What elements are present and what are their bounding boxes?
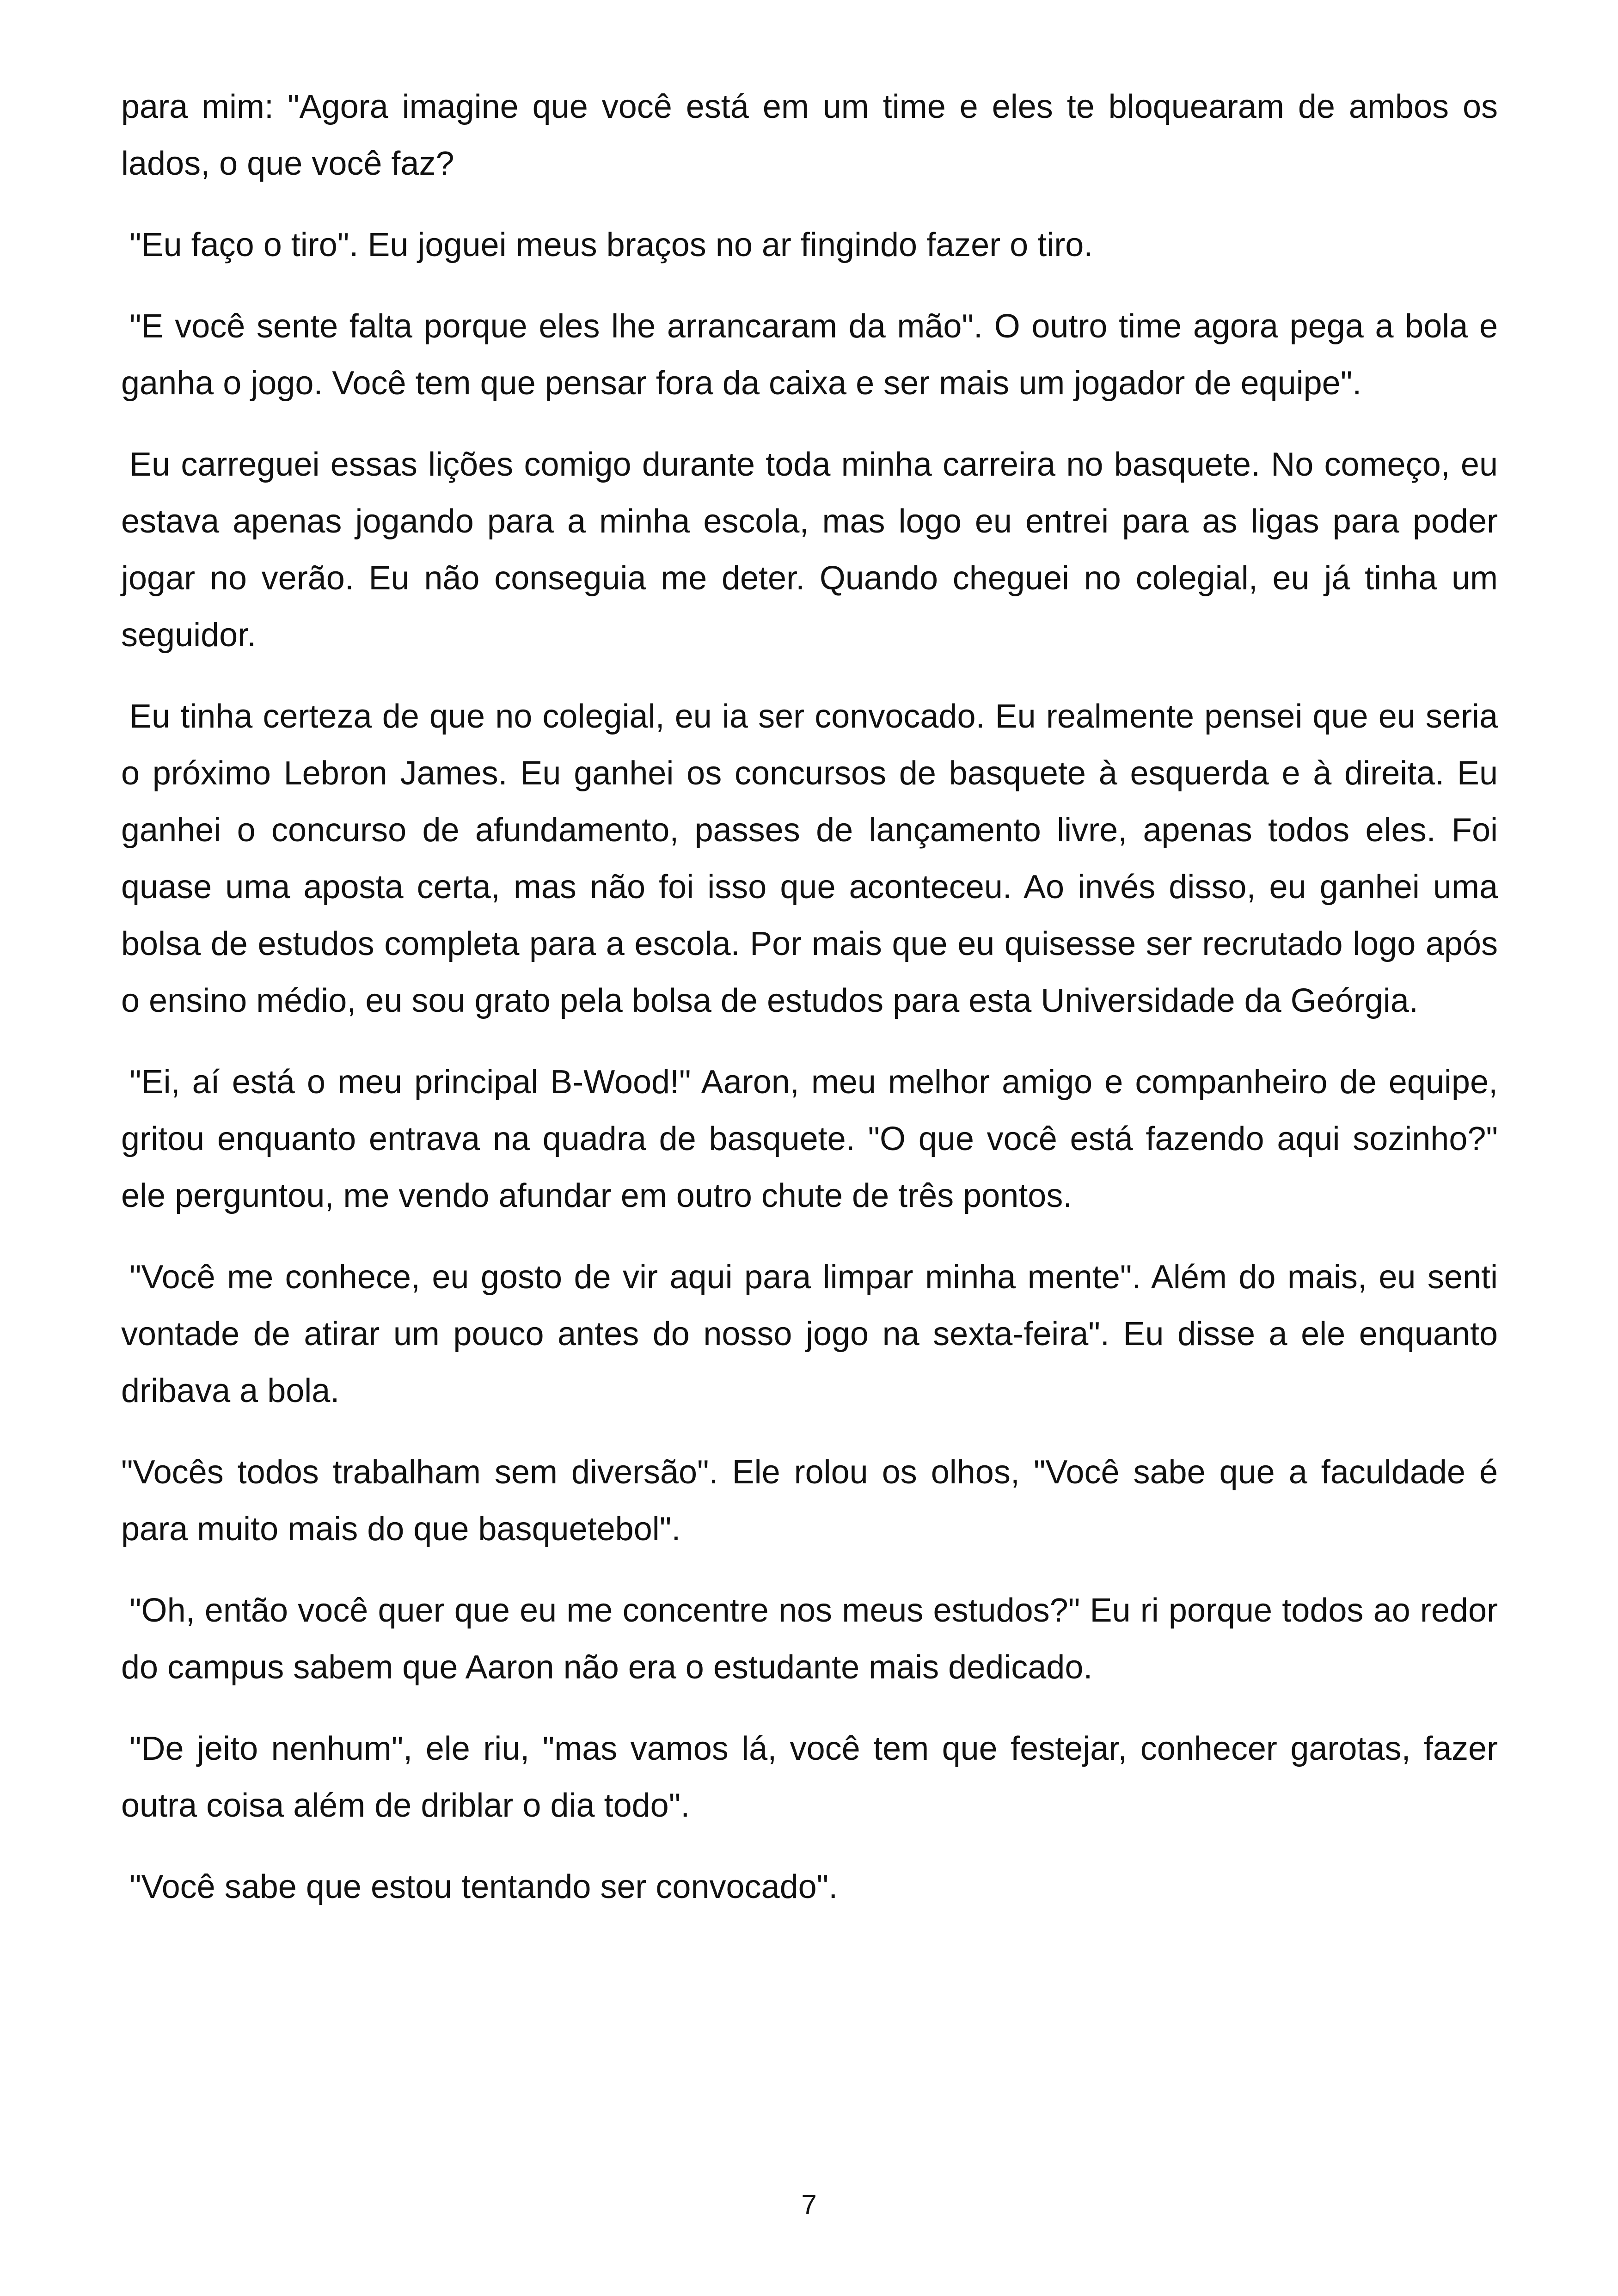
paragraph-4: Eu carreguei essas lições comigo durante toda minha carreira no basquete. No começo, eu estava apenas jogando para a minha escola, mas logo eu entrei para as ligas para poder jogar no verão. Eu não conseguia me deter. Quando cheguei no colegial, eu já tinha um seguidor. xyxy=(121,446,1498,654)
paragraph-5: Eu tinha certeza de que no colegial, eu ia ser convocado. Eu realmente pensei que eu seria o próximo Lebron James. Eu ganhei os concursos de basquete à esquerda e à direita. Eu ganhei o concurso de afundamento, passes de lançamento livre, apenas todos eles. Foi quase uma aposta certa, mas não foi isso que aconteceu. Ao invés disso, eu ganhei uma bolsa de estudos completa para a escola. Por mais que eu quisesse ser recrutado logo após o ensino médio, eu sou grato pela bolsa de estudos para esta Universidade da Geórgia. xyxy=(121,698,1498,1019)
paragraph-6: "Ei, aí está o meu principal B-Wood!" Aaron, meu melhor amigo e companheiro de equipe, gritou enquanto entrava na quadra de basquete. "O que você está fazendo aqui sozinho?" ele perguntou, me vendo afundar em outro chute de três pontos. xyxy=(121,1064,1498,1214)
body-text xyxy=(121,79,1498,1940)
paragraph-7: "Você me conhece, eu gosto de vir aqui para limpar minha mente". Além do mais, eu senti vontade de atirar um pouco antes do nosso jogo na sexta-feira". Eu disse a ele enquanto dribava a bola. xyxy=(121,1259,1498,1409)
paragraph-8: "Vocês todos trabalham sem diversão". Ele rolou os olhos, "Você sabe que a faculdade é para muito mais do que basquetebol". xyxy=(121,1454,1498,1548)
paragraph-10: "De jeito nenhum", ele riu, "mas vamos lá, você tem que festejar, conhecer garotas, fazer outra coisa além de driblar o dia todo". xyxy=(121,1730,1498,1824)
paragraph-1: para mim: "Agora imagine que você está em um time e eles te bloquearam de ambos os lados, o que você faz? xyxy=(121,88,1498,182)
paragraph-11: "Você sabe que estou tentando ser convocado". xyxy=(129,1868,838,1905)
page-number: 7 xyxy=(801,2189,817,2220)
paragraph-3: "E você sente falta porque eles lhe arrancaram da mão". O outro time agora pega a bola e ganha o jogo. Você tem que pensar fora da caixa e ser mais um jogador de equipe". xyxy=(121,308,1498,402)
paragraph-9: "Oh, então você quer que eu me concentre nos meus estudos?" Eu ri porque todos ao redor do campus sabem que Aaron não era o estudante mais dedicado. xyxy=(121,1592,1498,1686)
paragraph-2: "Eu faço o tiro". Eu joguei meus braços no ar fingindo fazer o tiro. xyxy=(129,227,1093,263)
